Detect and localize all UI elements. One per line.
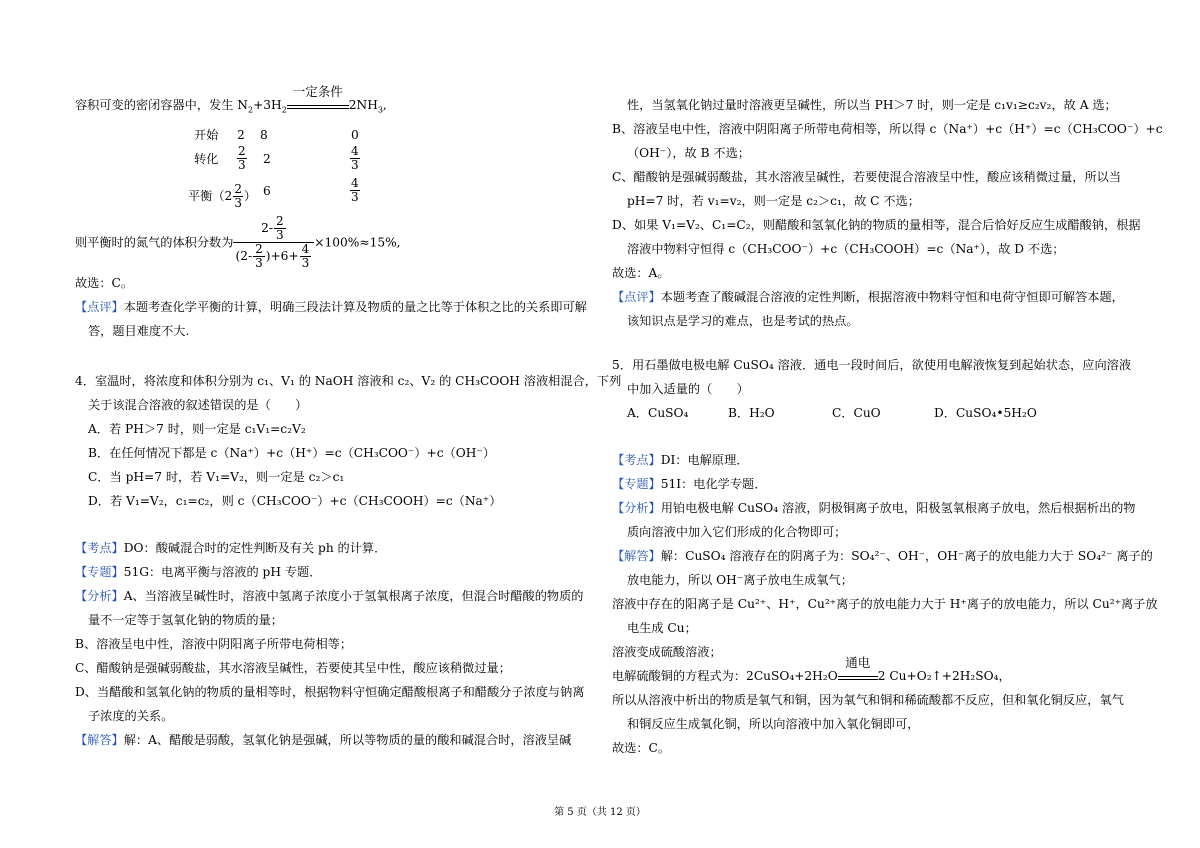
q5-jieda-5: 溶液变成硫酸溶液；: [612, 645, 722, 659]
q4-option-a: A．若 PH＞7 时，则一定是 c₁V₁=c₂V₂: [88, 422, 306, 436]
q5-fenxi: 【分析】用铂电极电解 CuSO₄ 溶液，阴极铜离子放电，阳极氢氧根离子放电，然后根据析出的物: [612, 501, 1136, 515]
q5-option-d: D．CuSO₄•5H₂O: [934, 406, 1037, 420]
fraction-4-3: $\frac{4}{3}$: [351, 144, 359, 172]
q4-option-c: C．当 pH=7 时，若 V₁=V₂，则一定是 c₂＞c₁: [88, 470, 345, 484]
q5-choice: 故选：C。: [612, 741, 671, 755]
fraction-2-3: $\frac{2}{3}$: [238, 144, 246, 172]
q5-option-b: B．H₂O: [728, 406, 775, 420]
q5-fenxi-2: 质向溶液中加入它们形成的化合物即可；: [627, 525, 847, 539]
q4-jieda-cont-2: B、溶液呈电中性，溶液中阴阳离子所带电荷相等，所以得 c（Na⁺）+c（H⁺）=c（CH₃COO⁻）+c: [612, 122, 1163, 136]
condition-arrow: 一定条件: [287, 98, 349, 109]
q5-stem-1: 5．用石墨做电极电解 CuSO₄ 溶液．通电一段时间后，欲使用电解液恢复到起始状态，应向溶液: [612, 358, 1132, 372]
q5-stem-2: 中加入适量的（ ）: [627, 382, 749, 396]
q5-jieda-3: 溶液中存在的阳离子是 Cu²⁺、H⁺，Cu²⁺离子的放电能力大于 H⁺离子的放电能力，所以 Cu²⁺离子放: [612, 597, 1158, 611]
q4-stem-1: 4．室温时，将浓度和体积分别为 c₁、V₁ 的 NaOH 溶液和 c₂、V₂ 的 CH₃COOH 溶液相混合，下列: [75, 374, 622, 388]
page-footer: 第 5 页（共 12 页）: [554, 807, 646, 818]
fraction-4-3: $\frac{4}{3}$: [351, 176, 359, 204]
q4-jieda: 【解答】解：A、醋酸是弱酸，氢氧化钠是强碱，所以等物质的量的酸和碱混合时，溶液呈碱: [75, 733, 572, 747]
q5-jieda-7: 和铜反应生成氧化铜，所以向溶液中加入氧化铜即可，: [627, 717, 920, 731]
q3-choice: 故选：C。: [75, 276, 134, 290]
q4-zhuanti: 【专题】51G：电离平衡与溶液的 pH 专题．: [75, 565, 322, 579]
row-change-label: 转化: [194, 152, 219, 166]
q4-jieda-cont-7: 溶液中物料守恒得 c（CH₃COO⁻）+c（CH₃COOH）=c（Na⁺），故 D 不选；: [627, 242, 1065, 256]
q5-jieda: 【解答】解：CuSO₄ 溶液存在的阴离子为：SO₄²⁻、OH⁻，OH⁻离子的放电能力大于 SO₄²⁻ 离子的: [612, 549, 1153, 563]
q4-choice: 故选：A。: [612, 266, 670, 280]
row-start-val3: 0: [351, 128, 359, 142]
q4-jieda-cont-6: D、如果 V₁=V₂、C₁=C₂，则醋酸和氢氧化钠的物质的量相等，混合后恰好反应生成醋酸钠，根据: [612, 218, 1141, 232]
q4-stem-2: 关于该混合溶液的叙述错误的是（ ）: [88, 398, 308, 412]
row-change-val2: 2: [263, 152, 271, 166]
q4-fenxi-6: 子浓度的关系。: [88, 709, 174, 723]
q5-jieda-2: 放电能力，所以 OH⁻离子放电生成氧气；: [627, 573, 853, 587]
q5-option-c: C．CuO: [832, 406, 881, 420]
q4-jieda-cont-1: 性，当氢氧化钠过量时溶液更呈碱性，所以当 PH＞7 时，则一定是 c₁v₁≥c₂v₂，故 A 选；: [627, 98, 1117, 112]
q3-review-cont: 答，题目难度不大.: [88, 324, 190, 338]
q4-fenxi-4: C、醋酸钠是强碱弱酸盐，其水溶液呈碱性，若要使其呈中性，酸应该稍微过量；: [75, 661, 511, 675]
equilibrium-intro: 容积可变的密闭容器中，发生 $N_2+3H_2$ 一定条件 $2NH_3$,: [75, 84, 387, 115]
row-start-label: 开始: [194, 128, 219, 142]
q4-fenxi-3: B、溶液呈电中性，溶液中阴阳离子所带电荷相等；: [75, 637, 353, 651]
row-equilibrium: 平衡（2 $\frac{2}{3}$ ）: [188, 182, 257, 210]
q5-zhuanti: 【专题】51I：电化学专题．: [612, 477, 767, 491]
q4-fenxi-5: D、当醋酸和氢氧化钠的物质的量相等时，根据物料守恒确定醋酸根离子和醋酸分子浓度与钠离: [75, 685, 585, 699]
q4-option-d: D．若 V₁=V₂，c₁=c₂，则 c（CH₃COO⁻）+c（CH₃COOH）=c（Na⁺）: [88, 494, 502, 508]
q3-review: 【点评】本题考查化学平衡的计算，明确三段法计算及物质的量之比等于体积之比的关系即可解: [75, 300, 587, 314]
q5-kaodian: 【考点】DI：电解原理．: [612, 453, 749, 467]
q5-jieda-6: 所以从溶液中析出的物质是氧气和铜，因为氧气和铜和稀硫酸都不反应，但和氧化铜反应，氧气: [612, 693, 1124, 707]
row-equilibrium-val2: 6: [263, 184, 271, 198]
q5-equation: 电解硫酸铜的方程式为：2CuSO₄+2H₂O 通电 2 Cu+O₂↑+2H₂SO₄，: [612, 655, 1011, 683]
q4-jieda-cont-5: pH=7 时，若 v₁=v₂，则一定是 c₂＞c₁，故 C 不选；: [627, 194, 920, 208]
q4-kaodian: 【考点】DO：酸碱混合时的定性判断及有关 ph 的计算．: [75, 541, 387, 555]
q4-option-b: B．在任何情况下都是 c（Na⁺）+c（H⁺）=c（CH₃COO⁻）+c（OH⁻）: [88, 446, 496, 460]
electrolysis-arrow: 通电: [838, 669, 878, 680]
q5-jieda-4: 电生成 Cu；: [627, 621, 697, 635]
volume-fraction: 则平衡时的氮气的体积分数为 2- $\frac{2}{3}$ (2- $\frac{2}{3}$ )+6+ $\frac{4}{3}$ ×100%≈15%,: [75, 214, 401, 270]
q4-fenxi: 【分析】A、当溶液呈碱性时，溶液中氢离子浓度小于氢氧根离子浓度，但混合时醋酸的物质的: [75, 589, 584, 603]
q4-jieda-cont-3: （OH⁻），故 B 不选；: [627, 146, 750, 160]
q4-review-cont: 该知识点是学习的难点，也是考试的热点。: [627, 314, 859, 328]
row-start-val2: 8: [260, 128, 268, 142]
q5-option-a: A．CuSO₄: [627, 406, 689, 420]
q4-jieda-cont-4: C、醋酸钠是强碱弱酸盐，其水溶液呈碱性，若要使混合溶液呈中性，酸应该稍微过量，所以当: [612, 170, 1122, 184]
q4-fenxi-2: 量不一定等于氢氧化钠的物质的量；: [88, 613, 283, 627]
q4-review: 【点评】本题考查了酸碱混合溶液的定性判断，根据溶液中物料守恒和电荷守恒即可解答本题，: [612, 290, 1124, 304]
row-start-val1: 2: [237, 128, 245, 142]
